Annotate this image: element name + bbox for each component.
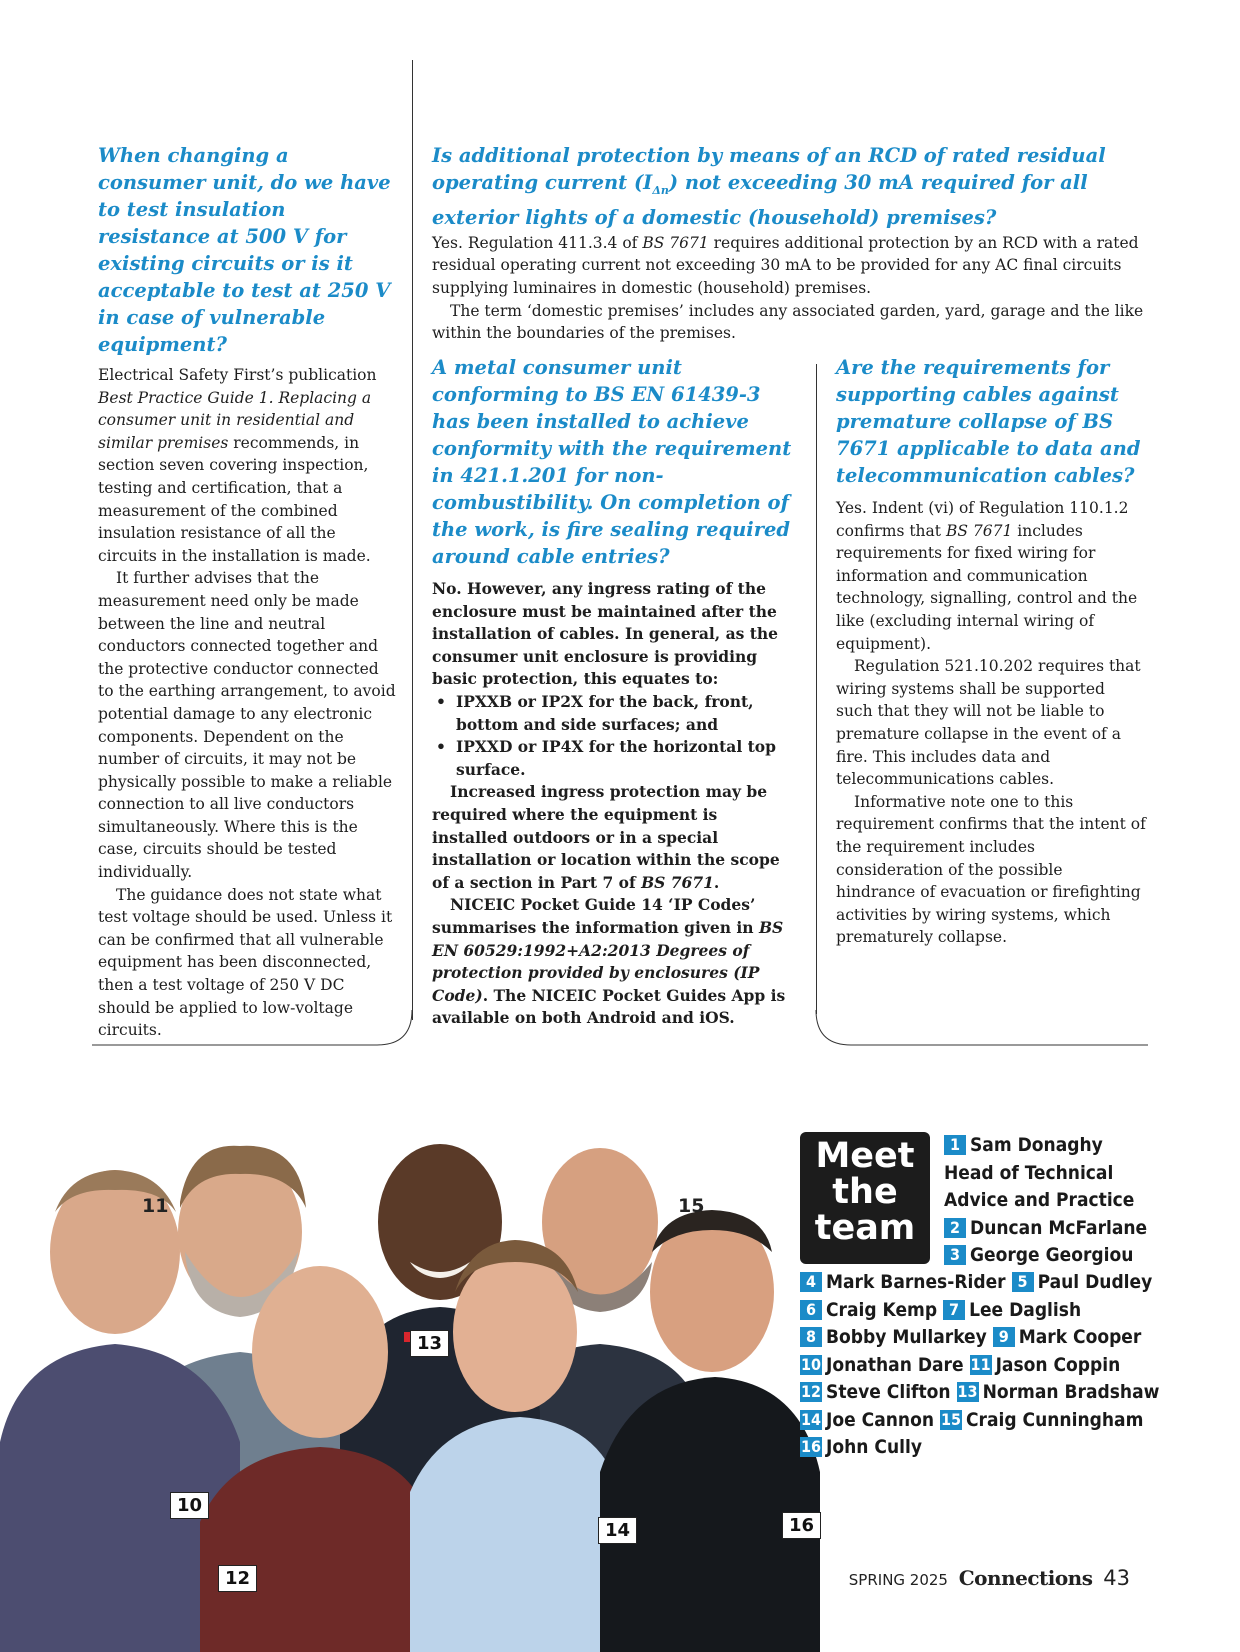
answer-3-bullets [432, 691, 797, 781]
divider-col1 [412, 60, 413, 1020]
team-row: 14 Joe Cannon 15 Craig Cunningham [801, 1408, 1144, 1431]
answer-3-para-2: Increased ingress protection may be required where the equipment is installed outdoors or in a special installation or location within the scope of a section in Part 7 of BS 7671. [432, 782, 780, 892]
answer-1-para-1: Electrical Safety First’s publication Best Practice Guide 1. Replacing a consumer unit in residential and similar premises recommends, in section seven covering inspection, testing and certification, that a measurement of the combined insulation resistance of all the circuits in the installation is made. [98, 366, 377, 565]
answer-4-para-1: Yes. Indent (vi) of Regulation 110.1.2 confirms that BS 7671 includes requirements for fixed wiring for information and communication technology, signalling, control and the like (excluding internal wiring of equipment). [836, 499, 1138, 653]
team-row: 8 Bobby Mullarkey 9 Mark Cooper [800, 1324, 1159, 1352]
meet-heading-line: the [832, 1172, 898, 1212]
divider-col1-corner [92, 1010, 432, 1060]
answer-1 [98, 364, 398, 1042]
question-3: A metal consumer unit conforming to BS EN 61439-3 has been installed to achieve conformity with the requirement in 421.1.201 for non-combustibility. On completion of the work, is fire sealing required around cable entries? [432, 356, 792, 568]
meet-heading-line: Meet [815, 1136, 915, 1176]
question-4: Are the requirements for supporting cables against premature collapse of BS 7671 applicable to data and telecommunication cables? [836, 356, 1141, 487]
meet-the-team-box [800, 1132, 930, 1264]
team-row: 4 Mark Barnes-Rider 5 Paul Dudley [800, 1269, 1159, 1297]
divider-col2-corner [815, 1010, 1155, 1060]
team-row: 16 John Cully [801, 1436, 922, 1458]
answer-1-para-3: The guidance does not state what test voltage should be used. Unless it can be confirmed that all vulnerable equipment has been disconnected, then a test voltage of 250 V DC should be applied to low-voltage circuits. [98, 885, 393, 1040]
team-member: 3 George Georgiou [944, 1242, 1147, 1270]
photo-label-14: 14 [598, 1517, 637, 1544]
team-list-top [944, 1132, 1147, 1270]
photo-label-16: 16 [782, 1512, 821, 1539]
column-1 [98, 142, 398, 1042]
answer-4 [836, 497, 1146, 949]
answer-2 [432, 232, 1152, 345]
team-list-bottom [800, 1269, 1159, 1462]
answer-3-para-3: NICEIC Pocket Guide 14 ‘IP Codes’ summarises the information given in BS EN 60529:1992+A2:2013 Degrees of protection provided by enclosures (IP Code). The NICEIC Pocket Guides App is available on both Android and iOS. [432, 895, 786, 1028]
team-row: 10 Jonathan Dare 11 Jason Coppin [801, 1353, 1121, 1376]
photo-label-15: 15 [678, 1195, 705, 1217]
column-2 [432, 354, 797, 1030]
magazine-brand: Connections [958, 1566, 1093, 1590]
answer-4-para-3: Informative note one to this requirement confirms that the intent of the requirement includes consideration of the possible hindrance of evacuation or firefighting activities by wiring systems, which prematurely collapse. [836, 792, 1146, 947]
team-member: 2 Duncan McFarlane [944, 1215, 1147, 1243]
team-row: 12 Steve Clifton 13 Norman Bradshaw [801, 1381, 1160, 1403]
question-1: When changing a consumer unit, do we have to test insulation resistance at 500 V for existing circuits or is it acceptable to test at 250 V in case of vulnerable equipment? [98, 144, 391, 356]
team-member-role: Advice and Practice [944, 1189, 1135, 1211]
answer-3 [432, 578, 797, 1030]
bullet-item: • IPXXD or IP4X for the horizontal top surface. [432, 736, 797, 781]
answer-3-para-1: No. However, any ingress rating of the enclosure must be maintained after the installation of cables. In general, as the consumer unit enclosure is providing basic protection, this equates to: [432, 579, 779, 689]
issue-label: SPRING 2025 [848, 1571, 948, 1589]
photo-label-11: 11 [142, 1195, 169, 1217]
team-member-role: Head of Technical [944, 1161, 1114, 1184]
answer-2-para-1: Yes. Regulation 411.3.4 of BS 7671 requires additional protection by an RCD with a rated residual operating current not exceeding 30 mA to be provided for any AC final circuits supplying luminaires in domestic (household) premises. [432, 233, 1139, 298]
team-member: 1 Sam Donaghy [944, 1132, 1147, 1160]
photo-label-13: 13 [410, 1330, 449, 1357]
column-3 [836, 354, 1146, 949]
meet-heading-line: team [814, 1208, 916, 1248]
photo-label-12: 12 [218, 1565, 257, 1592]
divider-col2 [816, 364, 817, 1014]
answer-2-para-2: The term ‘domestic premises’ includes any associated garden, yard, garage and the like within the boundaries of the premises. [432, 301, 1144, 343]
answer-1-para-2: It further advises that the measurement need only be made between the line and neutral conductors connected together and the protective conductor connected to the earthing arrangement, to avoid potential damage to any electronic components. Dependent on the number of circuits, it may not be physically possible to make a reliable connection to all live conductors simultaneously. Where this is the case, circuits should be tested individually. [98, 569, 396, 882]
photo-label-10: 10 [170, 1492, 209, 1519]
bullet-item: • IPXXB or IP2X for the back, front, bottom and side surfaces; and [432, 691, 797, 736]
team-row: 6 Craig Kemp 7 Lee Daglish [800, 1297, 1159, 1325]
top-section [432, 142, 1152, 345]
team-photo [0, 1112, 820, 1652]
answer-4-para-2: Regulation 521.10.202 requires that wiring systems shall be supported such that they will not be liable to premature collapse in the event of a fire. This includes data and telecommunications cables. [836, 657, 1141, 789]
page-number: 43 [1103, 1566, 1130, 1590]
question-2: Is additional protection by means of an RCD of rated residual operating current $(I_{\Delta n})$ not exceeding 30 mA required for all exterior lights of a domestic (household) premises? [432, 144, 1106, 229]
page-footer [849, 1566, 1130, 1590]
